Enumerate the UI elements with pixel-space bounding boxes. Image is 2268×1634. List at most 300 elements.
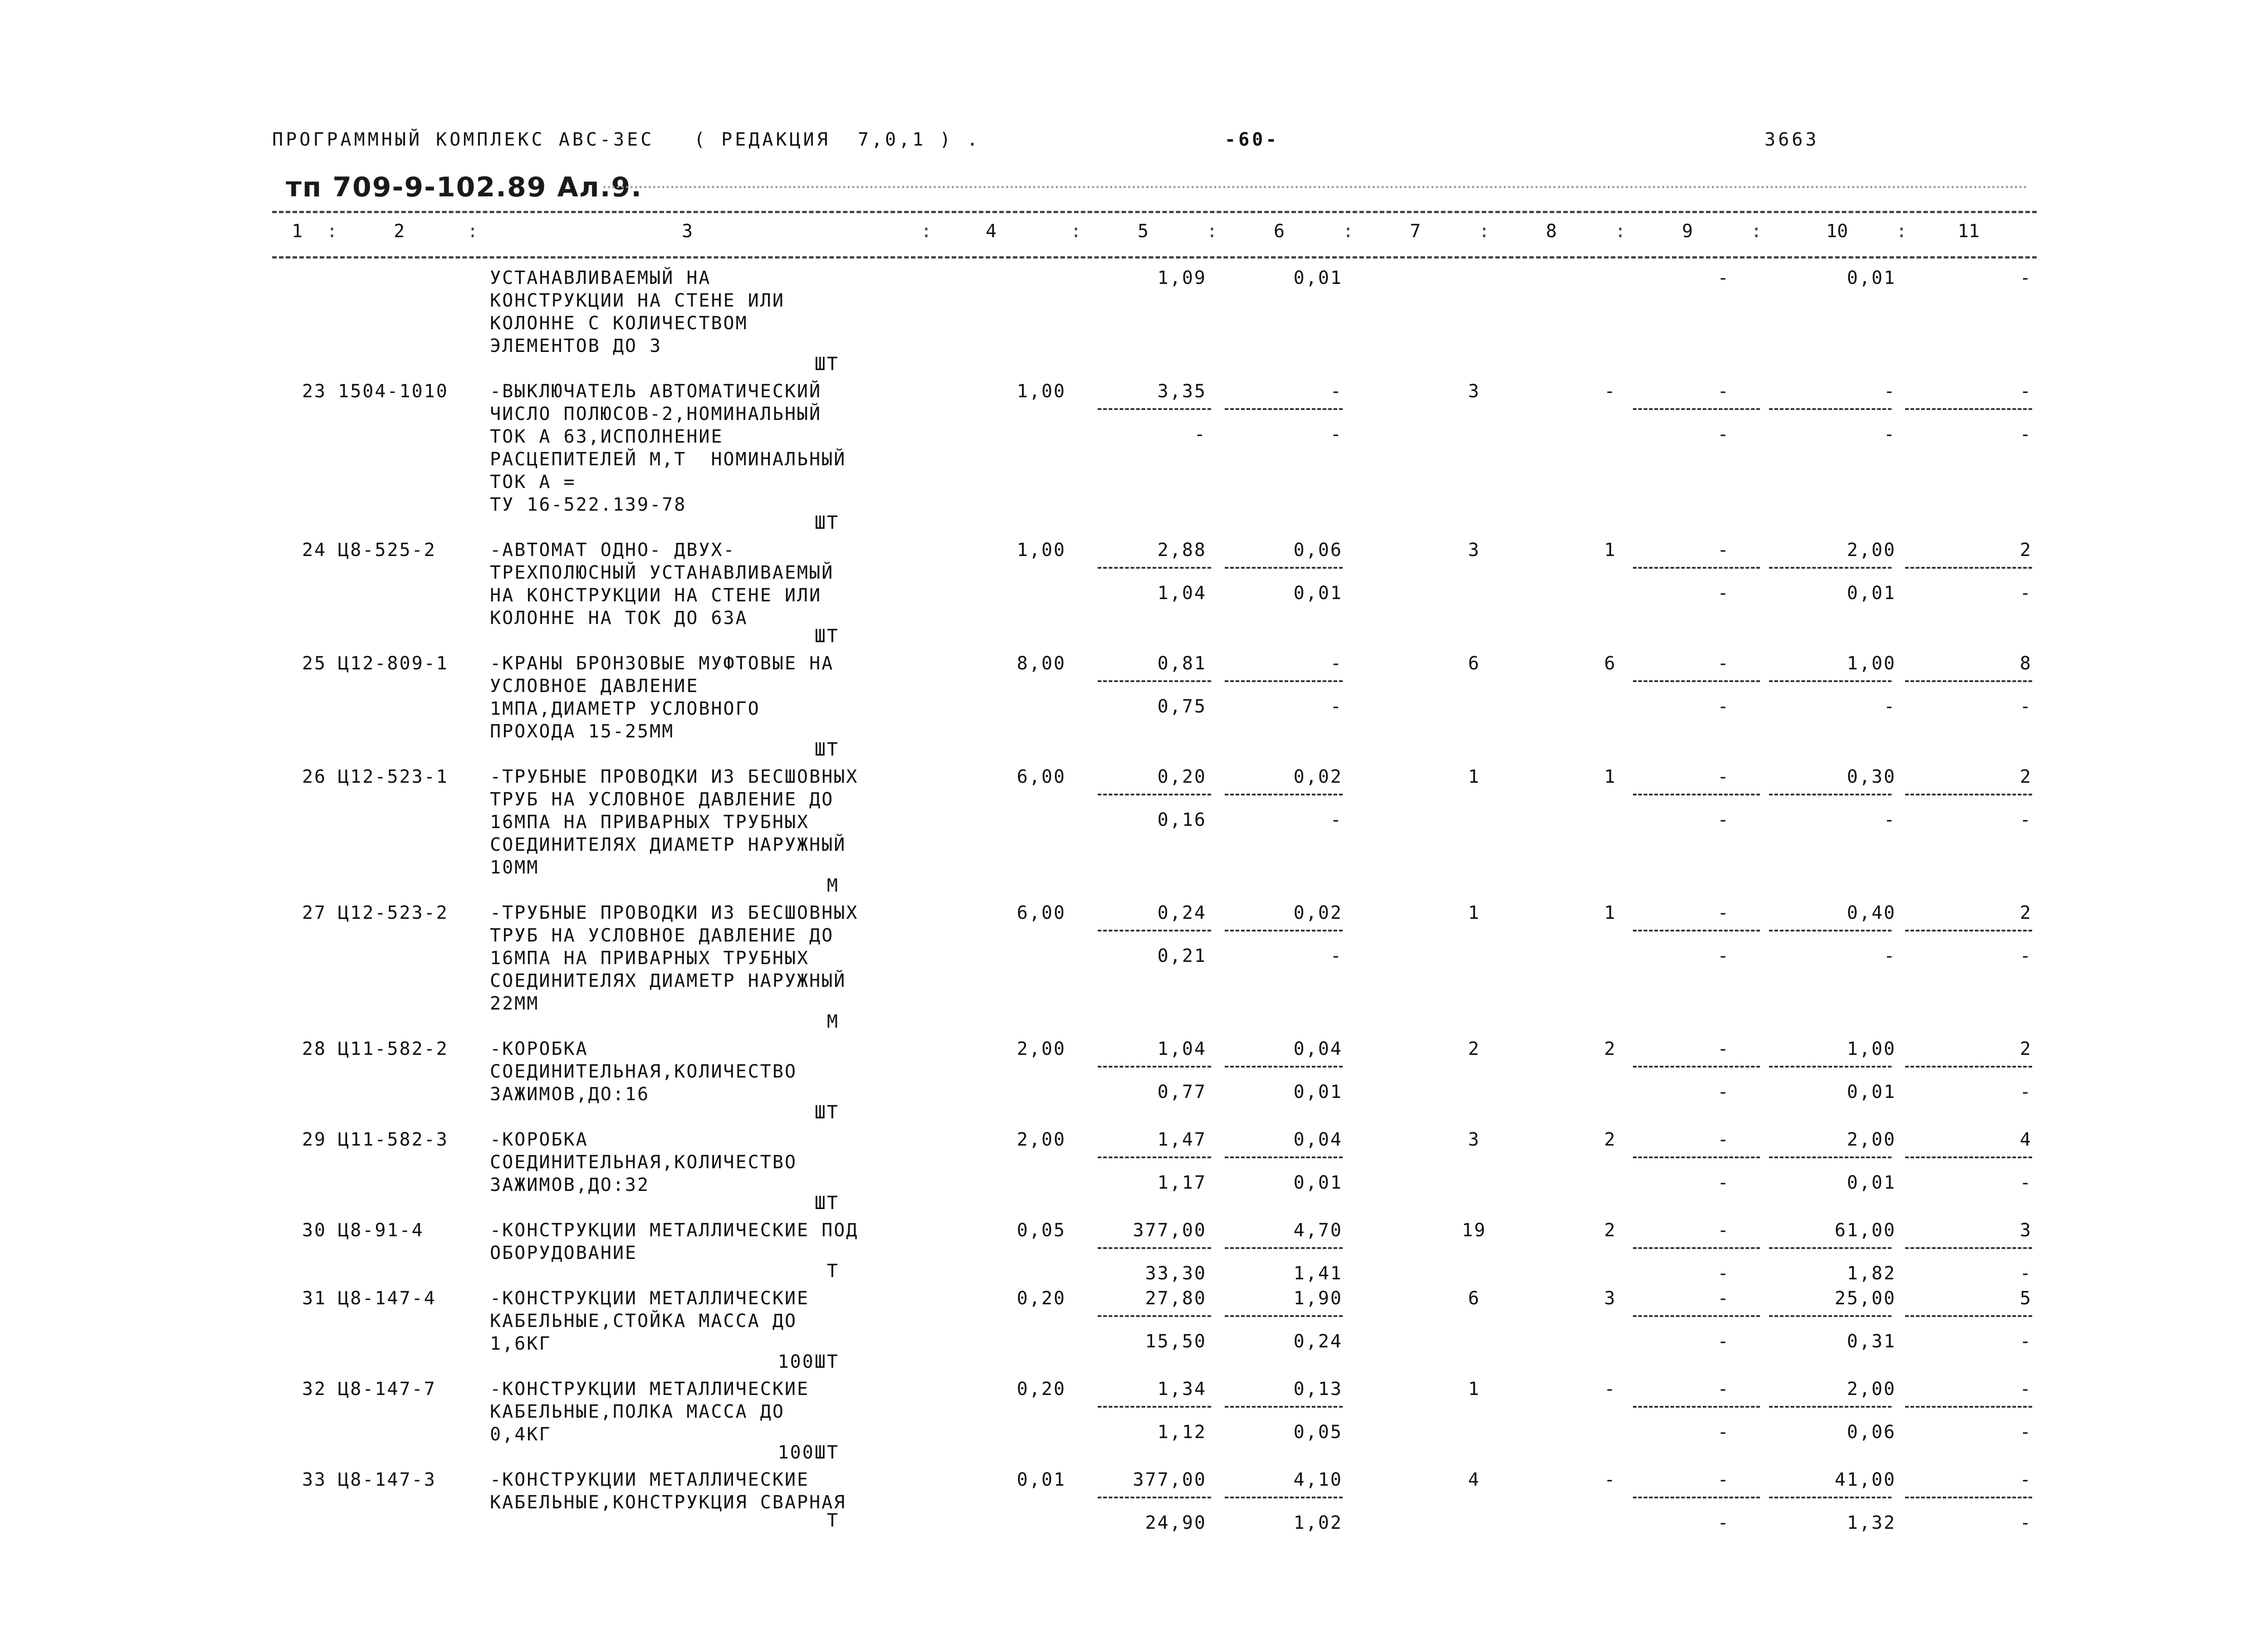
cell-col10: 41,00: [1834, 1469, 1896, 1490]
row-description-line: ТРЕХПОЛЮСНЫЙ УСТАНАВЛИВАЕМЫЙ: [490, 562, 834, 583]
cell-col5: 0,20: [1157, 766, 1207, 787]
row-description-line: СОЕДИНИТЕЛЯХ ДИАМЕТР НАРУЖНЫЙ: [490, 834, 846, 855]
row-description-line: -КОНСТРУКЦИИ МЕТАЛЛИЧЕСКИЕ: [490, 1379, 810, 1400]
cell-col10-lower: -: [1883, 424, 1896, 445]
cell-col9-lower: -: [1717, 1082, 1730, 1102]
cell-col9-lower: -: [1717, 1512, 1730, 1533]
cell-col8: 1: [1604, 902, 1617, 923]
cell-col11: -: [2019, 1469, 2032, 1490]
fraction-line-col10: [1769, 1497, 1892, 1498]
column-separator: :: [1343, 221, 1354, 242]
cell-col10-lower: 0,06: [1847, 1422, 1896, 1443]
row-description-line: КОЛОННЕ НА ТОК ДО 63А: [490, 608, 748, 629]
cell-col8: 2: [1604, 1039, 1617, 1059]
cell-col5: 27,80: [1145, 1288, 1207, 1309]
row-number: 27: [302, 902, 327, 923]
cell-col10-lower: 0,01: [1847, 1172, 1896, 1193]
cell-col11-lower: -: [2019, 1082, 2032, 1102]
fraction-line-col5: [1098, 1247, 1211, 1249]
cell-col5: 1,47: [1157, 1129, 1207, 1150]
cell-col11-lower: -: [2019, 424, 2032, 445]
fraction-line-col6: [1225, 1315, 1343, 1317]
cell-col10: 0,01: [1847, 268, 1896, 288]
cell-col5-lower: 1,17: [1157, 1172, 1207, 1193]
row-unit: ШТ: [814, 512, 839, 533]
fraction-line-col9: [1633, 1066, 1760, 1068]
column-number-1: 1: [291, 221, 303, 242]
column-number-6: 6: [1273, 221, 1285, 242]
row-description-line: -ВЫКЛЮЧАТЕЛЬ АВТОМАТИЧЕСКИЙ: [490, 381, 822, 402]
fraction-line-col11: [1905, 1156, 2032, 1158]
cell-col5-lower: 1,12: [1157, 1422, 1207, 1443]
cell-col7: 1: [1468, 1379, 1481, 1400]
cell-col6: 0,02: [1293, 766, 1343, 787]
fraction-line-col5: [1098, 680, 1211, 682]
fraction-line-col9: [1633, 1247, 1760, 1249]
cell-col5: 0,24: [1157, 902, 1207, 923]
cell-col6: -: [1330, 381, 1343, 402]
row-description-line: ЧИСЛО ПОЛЮСОВ-2,НОМИНАЛЬНЫЙ: [490, 404, 822, 424]
cell-col4: 0,20: [1017, 1379, 1066, 1400]
column-separator: :: [1751, 221, 1762, 242]
cell-col9: -: [1717, 1129, 1730, 1150]
fraction-line-col6: [1225, 1406, 1343, 1408]
fraction-line-col6: [1225, 567, 1343, 569]
fraction-line-col9: [1633, 1406, 1760, 1408]
row-description-line: 22ММ: [490, 993, 539, 1014]
row-description-line: 16МПА НА ПРИВАРНЫХ ТРУБНЫХ: [490, 948, 810, 969]
fraction-line-col6: [1225, 1497, 1343, 1498]
fraction-line-col11: [1905, 680, 2032, 682]
cell-col10: 1,00: [1847, 653, 1896, 674]
fraction-line-col10: [1769, 1066, 1892, 1068]
cell-col8: 2: [1604, 1129, 1617, 1150]
cell-col6-lower: 1,41: [1293, 1263, 1343, 1284]
column-separator: :: [327, 221, 338, 242]
row-unit: ШТ: [814, 739, 839, 760]
row-code: Ц12-523-1: [338, 766, 449, 787]
row-code: Ц8-147-4: [338, 1288, 436, 1309]
column-separator: :: [1070, 221, 1082, 242]
cell-col4: 6,00: [1017, 902, 1066, 923]
cell-col11: 8: [2019, 653, 2032, 674]
cell-col5-lower: 1,04: [1157, 583, 1207, 604]
row-code: Ц12-809-1: [338, 653, 449, 674]
cell-col8: -: [1604, 1469, 1617, 1490]
cell-col10-lower: 0,31: [1847, 1331, 1896, 1352]
row-code: Ц12-523-2: [338, 902, 449, 923]
row-description-line: 0,4КГ: [490, 1424, 552, 1445]
cell-col6: 1,90: [1293, 1288, 1343, 1309]
row-description-line: УСТАНАВЛИВАЕМЫЙ НА: [490, 268, 711, 288]
document-number: 3663: [1765, 129, 1819, 150]
cell-col9-lower: -: [1717, 946, 1730, 966]
cell-col6: 0,13: [1293, 1379, 1343, 1400]
fraction-line-col9: [1633, 408, 1760, 410]
fraction-line-col10: [1769, 794, 1892, 795]
cell-col5: 377,00: [1133, 1469, 1207, 1490]
row-description-line: ЭЛЕМЕНТОВ ДО 3: [490, 336, 662, 356]
cell-col9-lower: -: [1717, 810, 1730, 830]
cell-col6-lower: 1,02: [1293, 1512, 1343, 1533]
fraction-line-col10: [1769, 1156, 1892, 1158]
cell-col5: 1,34: [1157, 1379, 1207, 1400]
cell-col6-lower: -: [1330, 424, 1343, 445]
row-description-line: ТРУБ НА УСЛОВНОЕ ДАВЛЕНИЕ ДО: [490, 925, 834, 946]
cell-col11: 3: [2019, 1220, 2032, 1241]
row-description-line: 10ММ: [490, 857, 539, 878]
fraction-line-col11: [1905, 1497, 2032, 1498]
cell-col10: 2,00: [1847, 1129, 1896, 1150]
fraction-line-col9: [1633, 794, 1760, 795]
cell-col5-lower: 15,50: [1145, 1331, 1207, 1352]
fraction-line-col5: [1098, 567, 1211, 569]
cell-col6: 0,04: [1293, 1039, 1343, 1059]
row-description-line: УСЛОВНОЕ ДАВЛЕНИЕ: [490, 676, 699, 697]
cell-col6-lower: 0,24: [1293, 1331, 1343, 1352]
row-description-line: ЗАЖИМОВ,ДО:16: [490, 1084, 650, 1105]
row-number: 26: [302, 766, 327, 787]
row-description-line: 1МПА,ДИАМЕТР УСЛОВНОГО: [490, 698, 760, 719]
fraction-line-col10: [1769, 680, 1892, 682]
cell-col4: 2,00: [1017, 1039, 1066, 1059]
fraction-line-col5: [1098, 1497, 1211, 1498]
fraction-line-col11: [1905, 794, 2032, 795]
cell-col7: 1: [1468, 902, 1481, 923]
row-code: Ц8-91-4: [338, 1220, 424, 1241]
row-unit: М: [826, 875, 839, 896]
cell-col7: 2: [1468, 1039, 1481, 1059]
fraction-line-col11: [1905, 930, 2032, 932]
row-unit: ШТ: [814, 354, 839, 375]
row-number: 31: [302, 1288, 327, 1309]
cell-col11: 2: [2019, 902, 2032, 923]
row-description-line: -КОРОБКА: [490, 1039, 588, 1059]
row-description-line: -ТРУБНЫЕ ПРОВОДКИ ИЗ БЕСШОВНЫХ: [490, 766, 859, 787]
cell-col9-lower: -: [1717, 1172, 1730, 1193]
cell-col10-lower: -: [1883, 696, 1896, 717]
cell-col9: -: [1717, 1379, 1730, 1400]
cell-col6: 0,04: [1293, 1129, 1343, 1150]
fraction-line-col10: [1769, 408, 1892, 410]
row-description-line: КАБЕЛЬНЫЕ,СТОЙКА МАССА ДО: [490, 1311, 797, 1332]
fraction-line-col9: [1633, 1315, 1760, 1317]
row-description-line: ТОК А 63,ИСПОЛНЕНИЕ: [490, 426, 723, 447]
cell-col6-lower: -: [1330, 946, 1343, 966]
cell-col8: 1: [1604, 540, 1617, 561]
row-description-line: СОЕДИНИТЕЛЯХ ДИАМЕТР НАРУЖНЫЙ: [490, 971, 846, 991]
cell-col6: 0,02: [1293, 902, 1343, 923]
column-number-7: 7: [1409, 221, 1421, 242]
row-number: 28: [302, 1039, 327, 1059]
fraction-line-col6: [1225, 408, 1343, 410]
cell-col6-lower: -: [1330, 810, 1343, 830]
cell-col11-lower: -: [2019, 810, 2032, 830]
cell-col7: 3: [1468, 1129, 1481, 1150]
row-description-line: ТОК А =: [490, 472, 576, 493]
cell-col5-lower: 24,90: [1145, 1512, 1207, 1533]
cell-col11-lower: -: [2019, 1172, 2032, 1193]
cell-col7: 19: [1461, 1220, 1487, 1241]
row-code: Ц8-147-7: [338, 1379, 436, 1400]
row-description-line: -КРАНЫ БРОНЗОВЫЕ МУФТОВЫЕ НА: [490, 653, 834, 674]
column-separator: :: [1207, 221, 1218, 242]
cell-col5-lower: 0,77: [1157, 1082, 1207, 1102]
cell-col10-lower: -: [1883, 946, 1896, 966]
row-description-line: -КОРОБКА: [490, 1129, 588, 1150]
row-code: Ц8-147-3: [338, 1469, 436, 1490]
cell-col11: -: [2019, 268, 2032, 288]
row-description-line: ЗАЖИМОВ,ДО:32: [490, 1175, 650, 1195]
cell-col9: -: [1717, 766, 1730, 787]
cell-col9: -: [1717, 653, 1730, 674]
fraction-line-col10: [1769, 930, 1892, 932]
row-unit: ШТ: [814, 1102, 839, 1123]
fraction-line-col5: [1098, 1066, 1211, 1068]
cell-col8: -: [1604, 1379, 1617, 1400]
cell-col10-lower: 1,82: [1847, 1263, 1896, 1284]
row-description-line: ТУ 16-522.139-78: [490, 494, 687, 515]
column-separator: :: [467, 221, 479, 242]
cell-col11: 2: [2019, 766, 2032, 787]
row-number: 23: [302, 381, 327, 402]
fraction-line-col9: [1633, 1497, 1760, 1498]
header-rule-bottom: [272, 256, 2037, 259]
cell-col4: 1,00: [1017, 381, 1066, 402]
cell-col9: -: [1717, 268, 1730, 288]
column-number-8: 8: [1545, 221, 1557, 242]
cell-col7: 1: [1468, 766, 1481, 787]
cell-col9: -: [1717, 381, 1730, 402]
cell-col9: -: [1717, 1220, 1730, 1241]
cell-col10-lower: 0,01: [1847, 583, 1896, 604]
fraction-line-col5: [1098, 408, 1211, 410]
fraction-line-col9: [1633, 1156, 1760, 1158]
row-description-line: КОНСТРУКЦИИ НА СТЕНЕ ИЛИ: [490, 290, 785, 311]
cell-col4: 8,00: [1017, 653, 1066, 674]
column-number-4: 4: [985, 221, 997, 242]
fraction-line-col10: [1769, 1315, 1892, 1317]
fraction-line-col11: [1905, 408, 2032, 410]
row-description-line: -КОНСТРУКЦИИ МЕТАЛЛИЧЕСКИЕ: [490, 1288, 810, 1309]
cell-col8: 3: [1604, 1288, 1617, 1309]
cell-col11: -: [2019, 381, 2032, 402]
row-number: 33: [302, 1469, 327, 1490]
cell-col9: -: [1717, 540, 1730, 561]
cell-col6-lower: -: [1330, 696, 1343, 717]
cell-col5: 0,81: [1157, 653, 1207, 674]
column-separator: :: [1896, 221, 1907, 242]
cell-col11-lower: -: [2019, 1512, 2032, 1533]
cell-col8: 6: [1604, 653, 1617, 674]
cell-col10: 0,40: [1847, 902, 1896, 923]
cell-col7: 6: [1468, 1288, 1481, 1309]
cell-col10-lower: -: [1883, 810, 1896, 830]
row-description-line: ОБОРУДОВАНИЕ: [490, 1243, 637, 1263]
cell-col6-lower: 0,01: [1293, 1082, 1343, 1102]
cell-col5-lower: 0,16: [1157, 810, 1207, 830]
cell-col7: 3: [1468, 540, 1481, 561]
cell-col4: 0,05: [1017, 1220, 1066, 1241]
row-description-line: КОЛОННЕ С КОЛИЧЕСТВОМ: [490, 313, 748, 334]
fraction-line-col5: [1098, 1156, 1211, 1158]
cell-col7: 6: [1468, 653, 1481, 674]
column-separator: :: [1615, 221, 1626, 242]
cell-col6: 4,10: [1293, 1469, 1343, 1490]
row-description-line: -АВТОМАТ ОДНО- ДВУХ-: [490, 540, 736, 561]
cell-col11-lower: -: [2019, 696, 2032, 717]
header-rule-top: [272, 211, 2037, 213]
fraction-line-col6: [1225, 1156, 1343, 1158]
cell-col5-lower: -: [1194, 424, 1207, 445]
cell-col6-lower: 0,01: [1293, 583, 1343, 604]
project-handwritten-label: тп 709-9-102.89 Ал.9.: [286, 171, 643, 203]
row-unit: ШТ: [814, 1193, 839, 1214]
fraction-line-col6: [1225, 794, 1343, 795]
cell-col4: 0,01: [1017, 1469, 1066, 1490]
fraction-line-col6: [1225, 1066, 1343, 1068]
column-number-5: 5: [1137, 221, 1149, 242]
row-description-line: 16МПА НА ПРИВАРНЫХ ТРУБНЫХ: [490, 812, 810, 833]
row-description-line: СОЕДИНИТЕЛЬНАЯ,КОЛИЧЕСТВО: [490, 1152, 797, 1173]
fraction-line-col10: [1769, 1247, 1892, 1249]
cell-col9: -: [1717, 1039, 1730, 1059]
cell-col11-lower: -: [2019, 1331, 2032, 1352]
fraction-line-col11: [1905, 1315, 2032, 1317]
fraction-line-col6: [1225, 1247, 1343, 1249]
cell-col10: 1,00: [1847, 1039, 1896, 1059]
column-number-3: 3: [681, 221, 693, 242]
cell-col7: 4: [1468, 1469, 1481, 1490]
cell-col10: 2,00: [1847, 540, 1896, 561]
program-title: ПРОГРАММНЫЙ КОМПЛЕКС АВС-3ЕС: [272, 129, 655, 150]
row-unit: М: [826, 1011, 839, 1032]
cell-col7: 3: [1468, 381, 1481, 402]
cell-col9: -: [1717, 1469, 1730, 1490]
cell-col4: 6,00: [1017, 766, 1066, 787]
cell-col10: 25,00: [1834, 1288, 1896, 1309]
cell-col11: -: [2019, 1379, 2032, 1400]
fraction-line-col10: [1769, 567, 1892, 569]
row-description-line: КАБЕЛЬНЫЕ,ПОЛКА МАССА ДО: [490, 1401, 785, 1422]
cell-col5-lower: 0,75: [1157, 696, 1207, 717]
row-unit: 100ШТ: [777, 1351, 839, 1372]
cell-col10: 2,00: [1847, 1379, 1896, 1400]
cell-col9-lower: -: [1717, 1331, 1730, 1352]
fraction-line-col5: [1098, 1406, 1211, 1408]
row-description-line: КАБЕЛЬНЫЕ,КОНСТРУКЦИЯ СВАРНАЯ: [490, 1492, 846, 1513]
cell-col10: 61,00: [1834, 1220, 1896, 1241]
cell-col9-lower: -: [1717, 424, 1730, 445]
row-number: 32: [302, 1379, 327, 1400]
cell-col11-lower: -: [2019, 583, 2032, 604]
page-number: -60-: [1225, 129, 1280, 150]
cell-col9-lower: -: [1717, 1422, 1730, 1443]
row-unit: ШТ: [814, 626, 839, 647]
row-description-line: -ТРУБНЫЕ ПРОВОДКИ ИЗ БЕСШОВНЫХ: [490, 902, 859, 923]
cell-col11-lower: -: [2019, 946, 2032, 966]
fraction-line-col9: [1633, 930, 1760, 932]
row-code: 1504-1010: [338, 381, 449, 402]
fraction-line-col11: [1905, 1066, 2032, 1068]
dotted-leader: [603, 181, 2028, 188]
cell-col4: 0,20: [1017, 1288, 1066, 1309]
cell-col5-lower: 33,30: [1145, 1263, 1207, 1284]
fraction-line-col5: [1098, 930, 1211, 932]
cell-col10-lower: 0,01: [1847, 1082, 1896, 1102]
row-code: Ц8-525-2: [338, 540, 436, 561]
row-description-line: НА КОНСТРУКЦИИ НА СТЕНЕ ИЛИ: [490, 585, 822, 606]
cell-col10: -: [1883, 381, 1896, 402]
column-number-2: 2: [393, 221, 405, 242]
cell-col5: 2,88: [1157, 540, 1207, 561]
fraction-line-col5: [1098, 1315, 1211, 1317]
cell-col11: 2: [2019, 540, 2032, 561]
cell-col5: 1,04: [1157, 1039, 1207, 1059]
fraction-line-col6: [1225, 930, 1343, 932]
cell-col11: 4: [2019, 1129, 2032, 1150]
row-description-line: -КОНСТРУКЦИИ МЕТАЛЛИЧЕСКИЕ ПОД: [490, 1220, 859, 1241]
row-code: Ц11-582-2: [338, 1039, 449, 1059]
cell-col5: 1,09: [1157, 268, 1207, 288]
cell-col5: 3,35: [1157, 381, 1207, 402]
cell-col8: 1: [1604, 766, 1617, 787]
cell-col9-lower: -: [1717, 696, 1730, 717]
cell-col9: -: [1717, 1288, 1730, 1309]
cell-col8: 2: [1604, 1220, 1617, 1241]
row-number: 29: [302, 1129, 327, 1150]
fraction-line-col6: [1225, 680, 1343, 682]
fraction-line-col9: [1633, 680, 1760, 682]
cell-col11-lower: -: [2019, 1263, 2032, 1284]
row-unit: Т: [826, 1261, 839, 1282]
cell-col6: 0,01: [1293, 268, 1343, 288]
row-number: 24: [302, 540, 327, 561]
cell-col5: 377,00: [1133, 1220, 1207, 1241]
row-unit: 100ШТ: [777, 1442, 839, 1463]
fraction-line-col9: [1633, 567, 1760, 569]
cell-col10-lower: 1,32: [1847, 1512, 1896, 1533]
row-number: 25: [302, 653, 327, 674]
fraction-line-col5: [1098, 794, 1211, 795]
column-separator: :: [1479, 221, 1490, 242]
cell-col9-lower: -: [1717, 583, 1730, 604]
cell-col9: -: [1717, 902, 1730, 923]
column-separator: :: [921, 221, 932, 242]
cell-col11-lower: -: [2019, 1422, 2032, 1443]
cell-col11: 2: [2019, 1039, 2032, 1059]
cell-col11: 5: [2019, 1288, 2032, 1309]
row-unit: Т: [826, 1510, 839, 1531]
cell-col6: -: [1330, 653, 1343, 674]
cell-col6-lower: 0,01: [1293, 1172, 1343, 1193]
cell-col6-lower: 0,05: [1293, 1422, 1343, 1443]
cell-col5-lower: 0,21: [1157, 946, 1207, 966]
fraction-line-col11: [1905, 1247, 2032, 1249]
edition-label: ( РЕДАКЦИЯ 7,0,1 ) .: [694, 129, 981, 150]
row-description-line: 1,6КГ: [490, 1333, 552, 1354]
cell-col10: 0,30: [1847, 766, 1896, 787]
row-description-line: ПРОХОДА 15-25ММ: [490, 721, 675, 742]
row-description-line: -КОНСТРУКЦИИ МЕТАЛЛИЧЕСКИЕ: [490, 1469, 810, 1490]
cell-col8: -: [1604, 381, 1617, 402]
column-number-11: 11: [1957, 221, 1980, 242]
column-number-10: 10: [1826, 221, 1848, 242]
row-code: Ц11-582-3: [338, 1129, 449, 1150]
row-description-line: СОЕДИНИТЕЛЬНАЯ,КОЛИЧЕСТВО: [490, 1061, 797, 1082]
cell-col4: 2,00: [1017, 1129, 1066, 1150]
row-description-line: ТРУБ НА УСЛОВНОЕ ДАВЛЕНИЕ ДО: [490, 789, 834, 810]
